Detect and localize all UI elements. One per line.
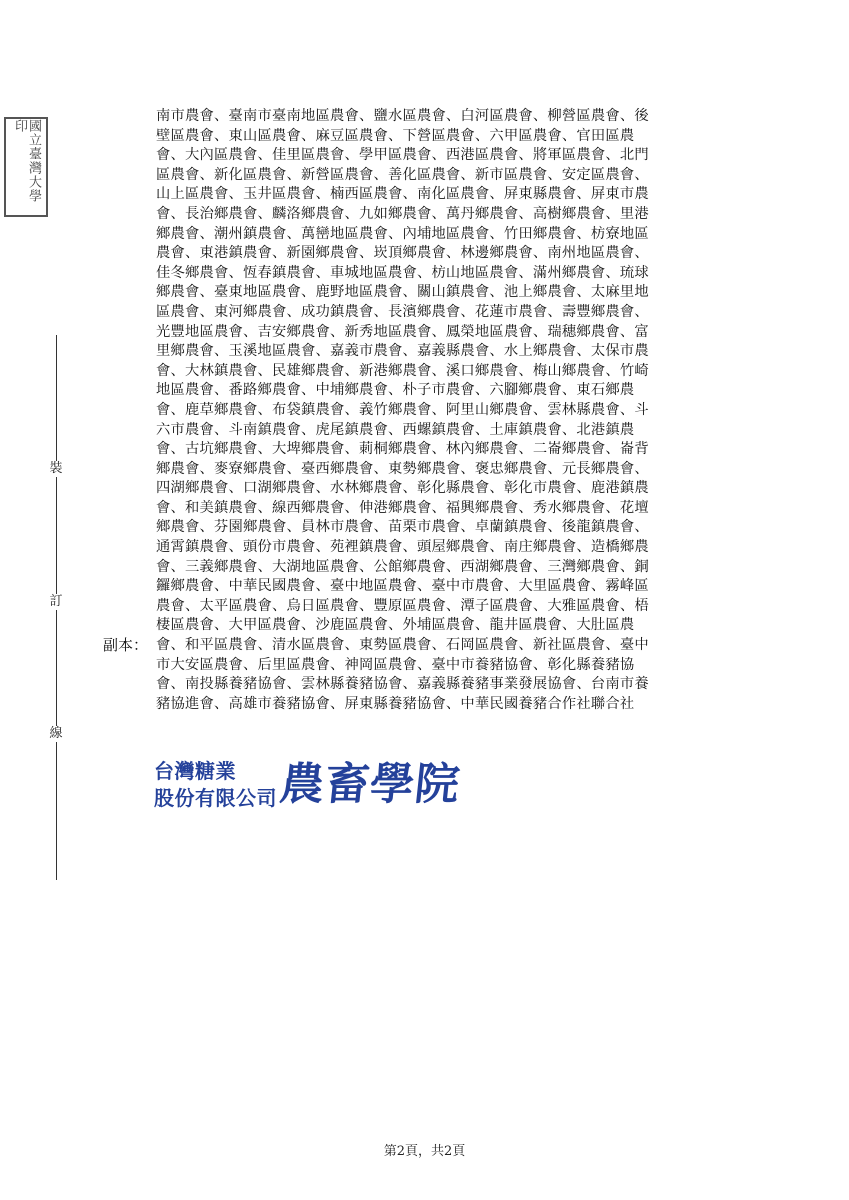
stamp-company-line2: 股份有限公司 (154, 786, 277, 810)
recipient-line: 豬協進會、高雄市養豬協會、屏東縣養豬協會、中華民國養豬合作社聯合社 (156, 695, 635, 712)
recipient-line: 鄉農會、麥寮鄉農會、臺西鄉農會、東勢鄉農會、褒忠鄉農會、元長鄉農會、 (156, 460, 649, 477)
recipient-line: 會、大林鎮農會、民雄鄉農會、新港鄉農會、溪口鄉農會、梅山鄉農會、竹崎 (156, 362, 649, 379)
recipient-line: 里鄉農會、玉溪地區農會、嘉義市農會、嘉義縣農會、水上鄉農會、太保市農 (156, 343, 649, 360)
recipient-line: 會、三義鄉農會、大湖地區農會、公館鄉農會、西湖鄉農會、三灣鄉農會、銅 (156, 558, 649, 575)
stamp-institute: 農畜學院 (277, 759, 463, 810)
recipient-line: 區農會、東河鄉農會、成功鎮農會、長濱鄉農會、花蓮市農會、壽豐鄉農會、 (156, 303, 649, 320)
recipient-line: 光豐地區農會、吉安鄉農會、新秀地區農會、鳳榮地區農會、瑞穗鄉農會、富 (156, 323, 649, 340)
recipient-line: 通霄鎮農會、頭份市農會、苑裡鎮農會、頭屋鄉農會、南庄鄉農會、造橋鄉農 (156, 539, 649, 556)
recipient-line: 佳冬鄉農會、恆春鎮農會、車城地區農會、枋山地區農會、滿州鄉農會、琉球 (156, 264, 649, 281)
binding-char-zhuang: 裝 (45, 461, 67, 477)
recipient-line: 會、鹿草鄉農會、布袋鎮農會、義竹鄉農會、阿里山鄉農會、雲林縣農會、斗 (156, 401, 649, 418)
recipient-line: 市大安區農會、后里區農會、神岡區農會、臺中市養豬協會、彰化縣養豬協 (156, 656, 635, 673)
cc-label: 副本： (103, 636, 149, 654)
recipient-line: 會、大內區農會、佳里區農會、學甲區農會、西港區農會、將軍區農會、北門 (156, 147, 649, 164)
recipient-line: 南市農會、臺南市臺南地區農會、鹽水區農會、白河區農會、柳營區農會、後 (156, 108, 649, 124)
recipient-line: 棲區農會、大甲區農會、沙鹿區農會、外埔區農會、龍井區農會、大肚區農 (156, 617, 635, 634)
recipient-line: 農會、東港鎮農會、新園鄉農會、崁頂鄉農會、林邊鄉農會、南州地區農會、 (156, 245, 649, 262)
recipient-line: 鄉農會、臺東地區農會、鹿野地區農會、關山鎮農會、池上鄉農會、太麻里地 (156, 284, 649, 301)
stamp-company (154, 758, 276, 812)
recipient-line: 會、和平區農會、清水區農會、東勢區農會、石岡區農會、新社區農會、臺中 (156, 637, 649, 654)
recipient-line: 會、和美鎮農會、線西鄉農會、伸港鄉農會、福興鄉農會、秀水鄉農會、花壇 (156, 499, 649, 516)
binding-char-ding: 訂 (45, 594, 67, 610)
binding-line (40, 335, 70, 880)
recipient-list (156, 107, 746, 714)
recipient-line: 會、南投縣養豬協會、雲林縣養豬協會、嘉義縣養豬事業發展協會、台南市養 (156, 676, 649, 693)
recipient-line: 山上區農會、玉井區農會、楠西區農會、南化區農會、屏東縣農會、屏東市農 (156, 186, 649, 203)
official-seal (4, 117, 48, 217)
recipient-line: 鄉農會、芬園鄉農會、員林市農會、苗栗市農會、卓蘭鎮農會、後龍鎮農會、 (156, 519, 649, 536)
recipient-line: 四湖鄉農會、口湖鄉農會、水林鄉農會、彰化縣農會、彰化市農會、鹿港鎮農 (156, 480, 649, 497)
issuer-stamp (154, 752, 463, 827)
stamp-company-line1: 台灣糖業 (154, 759, 236, 783)
recipient-line: 農會、太平區農會、烏日區農會、豐原區農會、潭子區農會、大雅區農會、梧 (156, 597, 649, 614)
seal-text: 國立臺灣大學印 (12, 119, 41, 203)
page-number: 第2頁，共2頁 (383, 1144, 466, 1159)
recipient-line: 會、古坑鄉農會、大埤鄉農會、莿桐鄉農會、林內鄉農會、二崙鄉農會、崙背 (156, 441, 649, 458)
recipient-line: 地區農會、番路鄉農會、中埔鄉農會、朴子市農會、六腳鄉農會、東石鄉農 (156, 382, 635, 399)
recipient-line: 鄉農會、潮州鎮農會、萬巒地區農會、內埔地區農會、竹田鄉農會、枋寮地區 (156, 225, 649, 242)
recipient-line: 六市農會、斗南鎮農會、虎尾鎮農會、西螺鎮農會、土庫鎮農會、北港鎮農 (156, 421, 635, 438)
recipient-line: 鑼鄉農會、中華民國農會、臺中地區農會、臺中市農會、大里區農會、霧峰區 (156, 578, 649, 595)
recipient-line: 區農會、新化區農會、新營區農會、善化區農會、新市區農會、安定區農會、 (156, 166, 649, 183)
recipient-line: 會、長治鄉農會、麟洛鄉農會、九如鄉農會、萬丹鄉農會、高樹鄉農會、里港 (156, 205, 649, 222)
binding-char-xian: 線 (45, 726, 67, 742)
recipient-line: 壁區農會、東山區農會、麻豆區農會、下營區農會、六甲區農會、官田區農 (156, 127, 635, 144)
